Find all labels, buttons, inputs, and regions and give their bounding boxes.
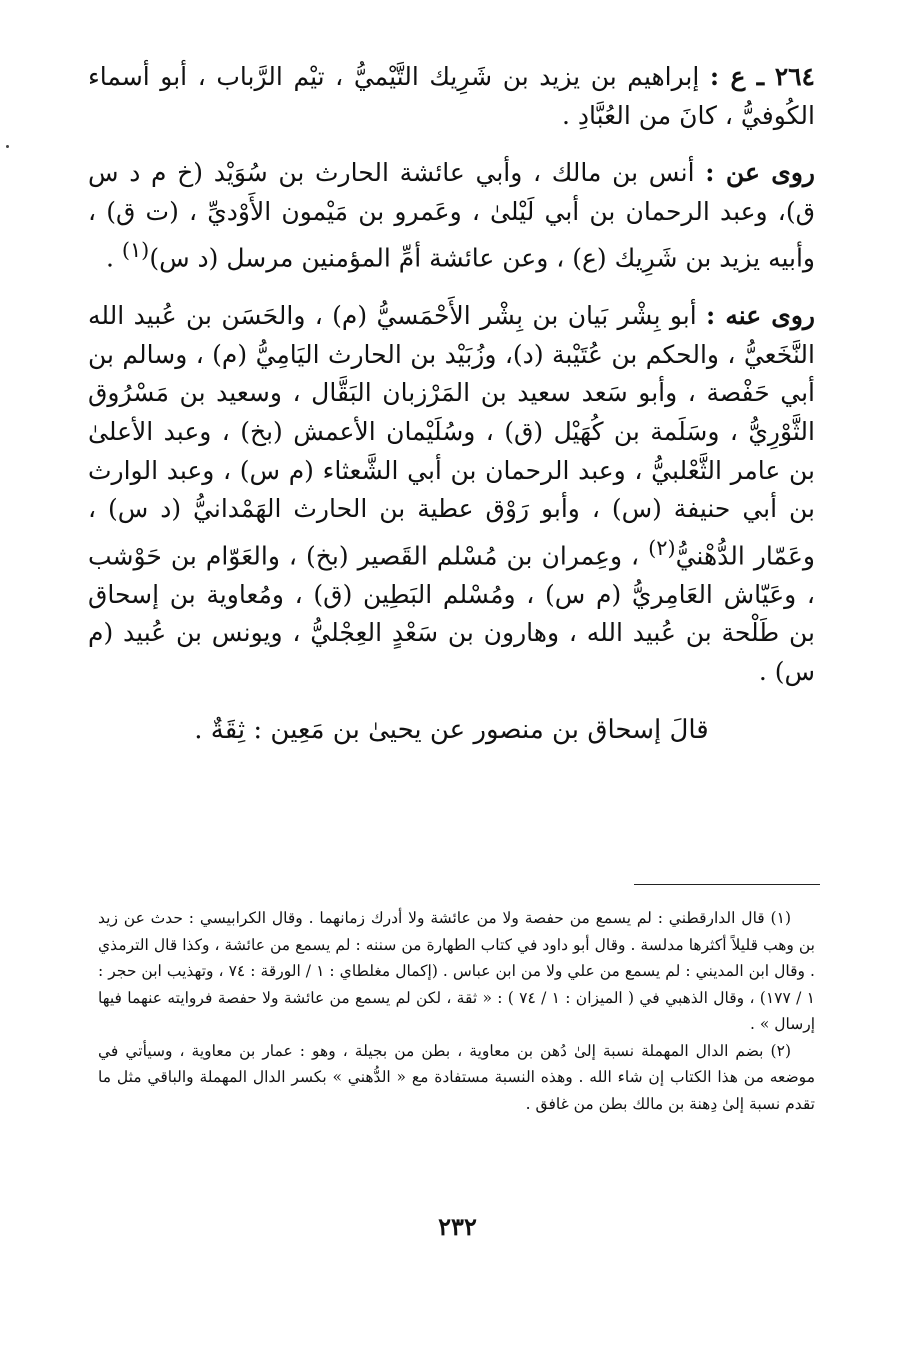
scan-speck — [6, 145, 9, 148]
entry-heading-text: إبراهيم بن يزيد بن شَرِيك التَّيْميُّ ، تيْم الرَّباب ، أبو أسماء الكُوفيُّ ، كانَ من العُبَّادِ . — [88, 62, 815, 130]
narrated-by-label: روى عنه : — [706, 301, 815, 331]
footnote-1-text: قال الدارقطني : لم يسمع من حفصة ولا من عائشة ولا أدرك زمانهما . وقال الكرابيسي : حدث عن زيد بن وهب قليلاً أكثرها مدلسة . وقال أبو داود في كتاب الطهارة من سننه : لم يسمع من عائشة ، وكذا قال الترمذي . وقال ابن المديني : لم يسمع من علي ولا من ابن عباس . (إكمال مغلطاي : ١ / الورقة : ٧٤ ، وتهذيب ابن حجر : ١ / ١٧٧) ، وقال الذهبي في ( الميزان : ١ / ٧٤ ) : « ثقة ، لكن لم يسمع من عائشة ولا حفصة فروايته عنهما فيها إرسال » . — [98, 909, 815, 1033]
footnote-1 — [98, 905, 815, 1038]
narrated-from-label: روى عن : — [705, 158, 816, 188]
footnotes — [98, 905, 815, 1117]
entry-symbol: ـ ع : — [709, 62, 765, 91]
footnote-2-text: بضم الدال المهملة نسبة إلىٰ دُهن بن معاوية ، بطن من بجيلة ، وهو : عمار بن معاوية ، وسيأتي في موضعه من هذا الكتاب إن شاء الله . وهذه النسبة مستفادة مع « الدُّهني » بكسر الدال المهملة والباقي مثل ما تقدم نسبة إلىٰ دِهنة بن مالك بطن من غافق . — [98, 1041, 815, 1113]
entry-heading — [88, 58, 815, 135]
narrated-by-paragraph — [88, 297, 815, 691]
narrated-from-tail: . — [105, 243, 122, 273]
footnote-separator — [634, 884, 820, 885]
footnote-2-number: (٢) — [770, 1041, 791, 1060]
narrated-from-paragraph — [88, 154, 815, 278]
narrated-by-text-a: أبو بِشْر بَيان بن بِشْر الأَحْمَسيُّ (م) ، والحَسَن بن عُبيد الله النَّخَعيُّ ، والحكم بن عُتَيْبة (د)، وزُبَيْد بن الحارث اليَامِيُّ (م) ، وسالم بن أبي حَفْصة ، وأبو سَعد سعيد بن المَرْزبان البَقَّال ، وسعيد بن مَسْرُوق الثَّوْرِيُّ ، وسَلَمة بن كُهَيْل (ق) ، وسُلَيْمان الأعمش (بخ) ، وعبد الأعلىٰ بن عامر الثَّعْلبيُّ ، وعبد الرحمان بن أبي الشَّعثاء (م س) ، وعبد الوارث بن أبي حنيفة (س) ، وأبو رَوْق عطية بن الحارث الهَمْدانيُّ (د س) ، وعَمّار الدُّهْنيُّ — [88, 301, 815, 571]
footnote-ref-2[interactable]: (٢) — [648, 535, 676, 560]
footnote-ref-1[interactable]: (١) — [121, 238, 150, 263]
footnote-1-number: (١) — [770, 909, 791, 927]
footnote-2 — [98, 1038, 815, 1118]
page-number: ٢٣٢ — [438, 1212, 477, 1241]
narrated-from-text: أنس بن مالك ، وأبي عائشة الحارث بن سُوَيْد (خ م د س ق)، وعبد الرحمان بن أبي لَيْلىٰ ، وعَمرو بن مَيْمون الأَوْديِّ ، (ت ق) ، وأبيه يزيد بن شَرِيك (ع) ، وعن عائشة أمِّ المؤمنين مرسل (د س) — [88, 158, 815, 273]
main-text — [88, 58, 815, 749]
entry-number: ٢٦٤ — [774, 62, 815, 91]
verdict-line: قالَ إسحاق بن منصور عن يحيىٰ بن مَعِين : ثِقَةٌ . — [194, 714, 709, 745]
narrated-by-text-b: ، وعِمران بن مُسْلم القَصير (بخ) ، والعَوّام بن حَوْشب ، وعَيّاش العَامِريُّ (م س) ، ومُسْلم البَطِين (ق) ، ومُعاوية بن إسحاق بن طَلْحة بن عُبيد الله ، وهارون بن سَعْدٍ العِجْليُّ ، ويونس بن عُبيد (م س) . — [88, 541, 815, 686]
